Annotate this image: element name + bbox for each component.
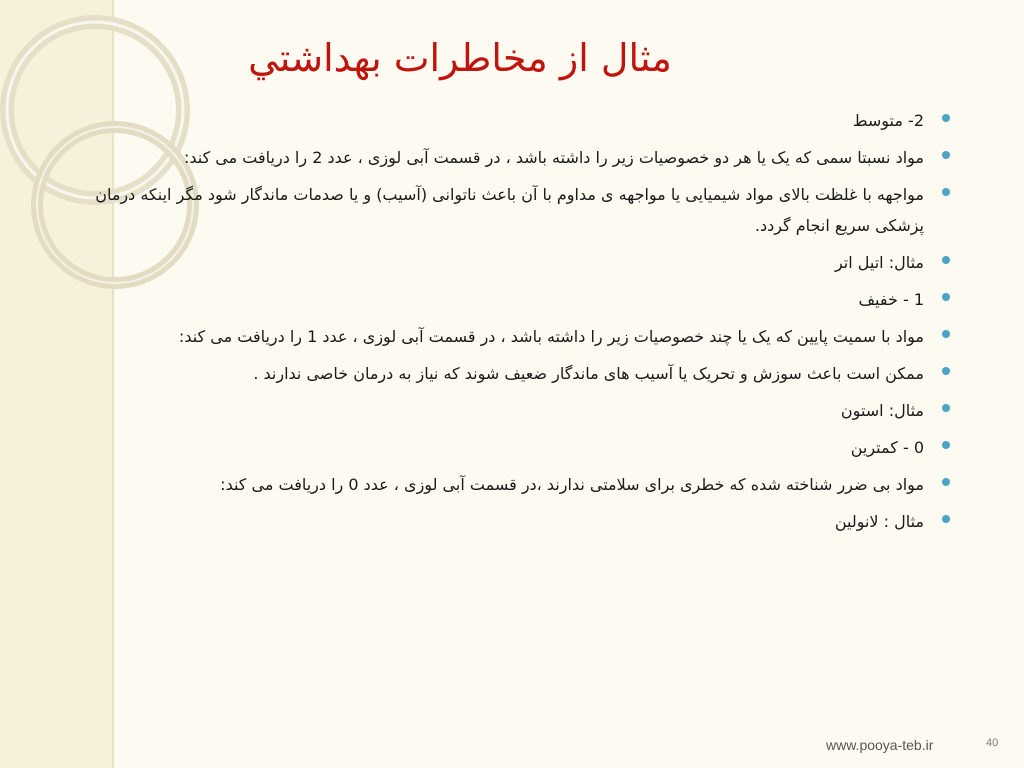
bullet-item <box>60 284 928 315</box>
bullet-dot <box>942 293 950 301</box>
bullet-text: مواد نسبتا سمی که یک یا هر دو خصوصیات زیر را داشته باشد ، در قسمت آبی لوزی ، عدد 2 را دریافت می کند: <box>183 148 924 167</box>
bullet-text: مواد بی ضرر شناخته شده که خطری برای سلامتی ندارند ،در قسمت آبی لوزی ، عدد 0 را دریافت می کند: <box>220 475 924 494</box>
bullet-item <box>60 321 928 352</box>
bullet-dot <box>942 367 950 375</box>
bullet-dot <box>942 330 950 338</box>
bullet-text: مثال: استون <box>840 401 924 420</box>
footer-url-link[interactable]: www.pooya-teb.ir <box>826 737 934 753</box>
bullet-text: مثال : لانولین <box>834 512 924 531</box>
bullet-dot <box>942 151 950 159</box>
bullet-list <box>60 105 928 543</box>
bullet-dot <box>942 256 950 264</box>
bullet-item <box>60 395 928 426</box>
bullet-item <box>60 142 928 173</box>
slide-title: مثال از مخاطرات بهداشتي <box>248 36 672 80</box>
bullet-dot <box>942 188 950 196</box>
bullet-item <box>60 105 928 136</box>
bullet-dot <box>942 515 950 523</box>
bullet-dot <box>942 404 950 412</box>
bullet-item <box>60 469 928 500</box>
bullet-text: ممکن است باعث سوزش و تحریک یا آسیب های ماندگار ضعیف شوند که نیاز به درمان خاصی ندارند . <box>253 364 924 383</box>
bullet-item <box>60 358 928 389</box>
bullet-item <box>60 247 928 278</box>
bullet-item <box>60 179 928 241</box>
bullet-text: مواد با سمیت پایین که یک یا چند خصوصیات زیر را داشته باشد ، در قسمت آبی لوزی ، عدد 1 را دریافت می کند: <box>178 327 924 346</box>
bullet-item <box>60 432 928 463</box>
bullet-text: 0 - کمترین <box>850 438 924 457</box>
bullet-text: مواجهه با غلظت بالای مواد شیمیایی یا مواجهه ی مداوم با آن باعث ناتوانی (آسیب) و یا صدمات ماندگار شود مگر اینکه درمان پزشکی سریع انجام گردد. <box>95 185 924 235</box>
bullet-text: مثال: اتیل اتر <box>834 253 924 272</box>
page-number: 40 <box>986 737 999 749</box>
bullet-dot <box>942 441 950 449</box>
bullet-text: 1 - خفیف <box>858 290 924 309</box>
bullet-dot <box>942 114 950 122</box>
bullet-text: 2- متوسط <box>852 111 924 130</box>
bullet-item <box>60 506 928 537</box>
bullet-dot <box>942 478 950 486</box>
